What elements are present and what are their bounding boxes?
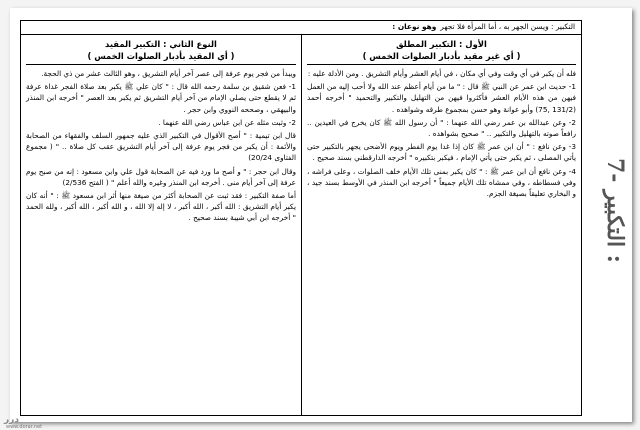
column-header <box>307 38 576 65</box>
paragraph: 2- وعن عبدالله بن عمر رضي الله عنهما : " أن رسول الله ﷺ كان يخرج في العيدين .. رافعاً صوته بالتهليل والتكبير .. " صحيح بشواهده . <box>307 117 576 139</box>
column-header <box>26 38 296 65</box>
comparison-table <box>20 34 582 416</box>
paragraph: فله أن يكبر في أي وقت وفي أي مكان ، في أيام العشر وأيام التشريق . ومن الأدلة عليه : <box>307 69 576 78</box>
paragraph: 2- وثبت مثله عن ابن عباس رضي الله عنهما . <box>158 117 296 127</box>
paragraph: وقال ابن حجر : " و أصح ما ورد فيه عن الصحابة قول علي وابن مسعود : إنه من صبح يوم عرفة إلى آخر أيام منى . أخرجه ابن المنذر وغيره والله أعلم " ( الفتح 2/536) <box>26 166 296 187</box>
document-page <box>10 8 632 422</box>
intro-bold: وهو نوعان : <box>392 22 437 31</box>
paragraph: 1- حديث ابن عمر عن النبي ﷺ قال : " ما من أيام أعظم عند الله ولا أحب إليه من العمل فيهن من هذه الأيام العشر فأكثروا فيهن من التهليل والتكبير والتحميد " أخرجه أحمد (131/2 ,75) وأبو عوانة وهو حسن بمجموع طرقه وشواهده . <box>307 82 576 114</box>
column-absolute-takbir <box>301 35 581 415</box>
column-restricted-takbir <box>21 35 301 415</box>
column-subtitle: ( أي غير مقيد بأدبار الصلوات الخمس ) <box>362 51 521 61</box>
column-title: النوع الثاني : التكبير المقيد <box>105 39 217 49</box>
column-subtitle: ( أي المقيد بأدبار الصلوات الخمس ) <box>87 51 235 61</box>
header-divider <box>26 64 296 65</box>
paragraph: ويبدأ من فجر يوم عرفة إلى عصر آخر أيام التشريق ، وهو الثالث عشر من ذي الحجة. <box>41 69 296 78</box>
intro-line <box>20 20 582 34</box>
paragraph: أما صفة التكبير : فقد ثبت عن الصحابة أكثر من صيغة منها أثر ابن مسعود ﷺ : " أنه كان يكبر أيام التشريق : الله أكبر ، الله أكبر ، لا إله إلا الله ، و الله أكبر ، الله أكبر ، ولله الحمد " أخرجه ابن أبي شيبة بسند صحيح . <box>26 191 296 223</box>
paragraph: 4- وعن نافع أن ابن عمر ﷺ : " كان يكبر بمنى تلك الأيام خلف الصلوات ، وعلى فراشه ، وفي فسطاطه ، وفي ممشاه تلك الأيام جميعاً " أخرجه ابن المنذر في الأوسط بسند جيد ، و البخاري تعليقاً بصيغة الجزم. <box>307 166 576 199</box>
paragraph: 3- وعن نافع : " أن ابن عمر ﷺ كان إذا غدا يوم الفطر ويوم الأضحى يجهر بالتكبير حتى يأتي المصلى ، ثم يكبر حتى يأتي الإمام ، فيكبر بتكبيره " أخرجه الدارقطني بسند صحيح . <box>307 142 576 163</box>
section-title: 7- التكبير : <box>602 158 628 263</box>
paragraph: قال ابن تيمية : " أصح الأقوال في التكبير الذي عليه جمهور السلف والفقهاء من الصحابة والأئمة : أن يكبر من فجر يوم عرفة إلى آخر أيام التشريق عقب كل صلاة .. " ( مجموع الفتاوى 20/24) <box>26 131 296 163</box>
paragraph: 1- فعن شقيق بن سلمة رحمه الله قال : " كان علي ﷺ يكبر بعد صلاة الفجر غداة عرفة ثم لا يقطع حتى يصلي الإمام من آخر أيام التشريق ثم يكبر بعد العصر " أخرجه ابن المنذر والبيهقي ، وصححه النووي وابن حجر . <box>26 82 296 114</box>
watermark-url: www.dorar.net <box>6 424 43 430</box>
section-sidebar <box>596 8 632 422</box>
watermark-logo: درر <box>4 415 19 425</box>
intro-text: التكبير : ويسن الجهر به ، أما المرأة فلا تجهر <box>440 22 575 31</box>
content-area <box>20 20 582 416</box>
column-title: الأول : التكبير المطلق <box>396 39 487 49</box>
header-divider <box>307 64 576 65</box>
